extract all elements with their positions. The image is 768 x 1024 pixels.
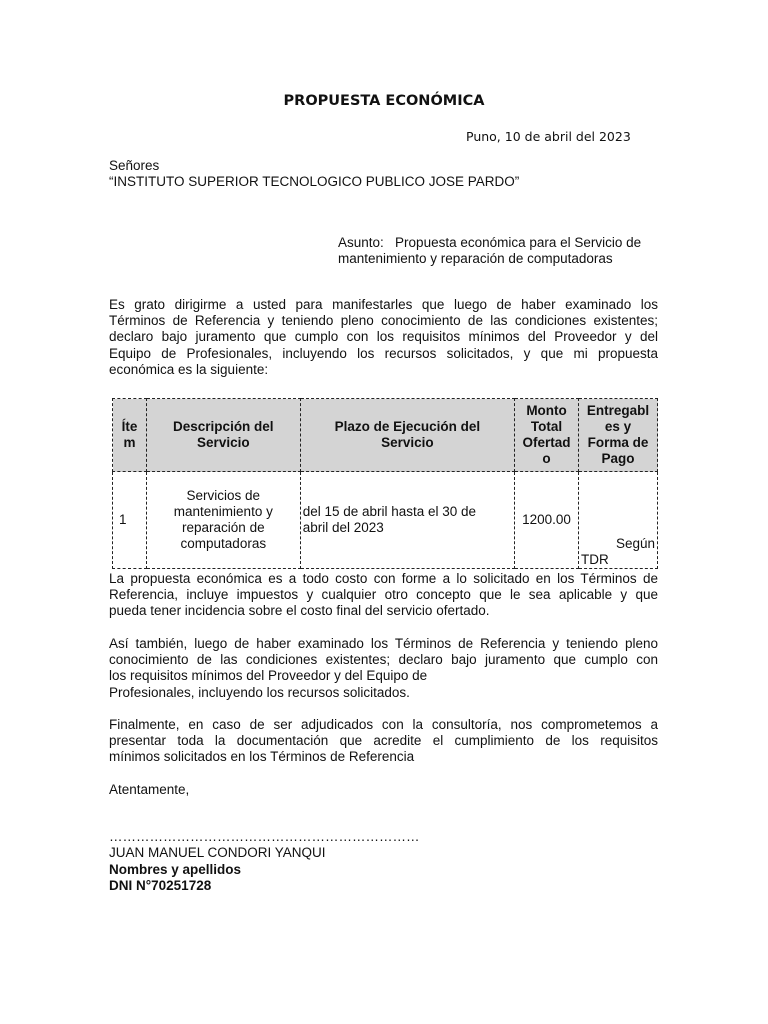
paragraph-line: Referencia, incluye impuestos y cualquier otro concepto que le sea aplicable y que — [109, 587, 658, 603]
subject-line-2: mantenimiento y reparación de computadoras — [338, 251, 613, 266]
subject-label: Asunto: — [338, 235, 384, 250]
paragraph-line: mínimos solicitados en los Términos de Referencia — [109, 749, 415, 765]
header-amount: Monto Total Ofertad o — [515, 399, 579, 472]
recipient-salutation: Señores — [109, 158, 160, 173]
header-term: Plazo de Ejecución del Servicio — [300, 399, 514, 472]
paragraph-commitment — [109, 717, 658, 766]
signer-name: JUAN MANUEL CONDORI YANQUI — [109, 845, 326, 860]
recipient-name: “INSTITUTO SUPERIOR TECNOLOGICO PUBLICO JOSE PARDO” — [109, 174, 520, 189]
intro-line: Es grato dirigirme a usted para manifestarles que luego de haber examinado los — [109, 297, 658, 312]
header-description: Descripción del Servicio — [146, 399, 300, 472]
paragraph-line: Profesionales, incluyendo los recursos solicitados. — [109, 684, 410, 700]
paragraph-line: Finalmente, en caso de ser adjudicados con la consultoría, nos comprometemos a — [109, 717, 658, 732]
paragraph-line: La propuesta económica es a todo costo con forme a lo solicitado en los Términos de — [109, 571, 658, 586]
paragraph-line: Así también, luego de haber examinado los Términos de Referencia y teniendo pleno — [109, 636, 658, 651]
intro-line: económica es la siguiente: — [109, 361, 269, 377]
intro-line: declaro bajo juramento que cumplo con los requisitos mínimos del Proveedor y del — [109, 329, 658, 345]
cell-term: del 15 de abril hasta el 30 de abril del 2023 — [300, 472, 514, 569]
intro-paragraph — [109, 297, 658, 378]
intro-line: Equipo de Profesionales, incluyendo los recursos solicitados, y que mi propuesta — [109, 345, 658, 361]
date-line: Puno, 10 de abril del 2023 — [466, 129, 631, 144]
document-title: PROPUESTA ECONÓMICA — [283, 93, 485, 109]
intro-line: Términos de Referencia y teniendo pleno conocimiento de las condiciones existentes; — [109, 313, 658, 329]
closing: Atentamente, — [109, 782, 190, 797]
economic-proposal-table — [112, 398, 658, 569]
subject-line-1: Propuesta económica para el Servicio de — [395, 235, 642, 250]
table-row — [113, 472, 658, 569]
paragraph-line: conocimiento de las condiciones existentes; declaro bajo juramento que cumplo con — [109, 652, 658, 668]
paragraph-line: presentar toda la documentación que acredite el cumplimiento de los requisitos — [109, 733, 658, 749]
header-deliverables: Entregabl es y Forma de Pago — [579, 399, 658, 472]
signer-dni: DNI N°70251728 — [109, 878, 212, 893]
paragraph-declaration — [109, 636, 658, 701]
cell-item: 1 — [113, 472, 147, 569]
subject-block — [338, 235, 641, 251]
table-header-row — [113, 399, 658, 472]
header-item: Íte m — [113, 399, 147, 472]
cell-amount: 1200.00 — [515, 472, 579, 569]
paragraph-line: pueda tener incidencia sobre el costo final del servicio ofertado. — [109, 603, 490, 619]
cell-description: Servicios de mantenimiento y reparación de computadoras — [146, 472, 300, 569]
cell-deliverables: Según TDR — [579, 472, 658, 569]
paragraph-cost — [109, 571, 658, 620]
signature-dots: …………………………………………………………… — [109, 829, 420, 844]
paragraph-line: los requisitos mínimos del Proveedor y del Equipo de — [109, 668, 428, 684]
signer-name-label: Nombres y apellidos — [109, 862, 242, 877]
